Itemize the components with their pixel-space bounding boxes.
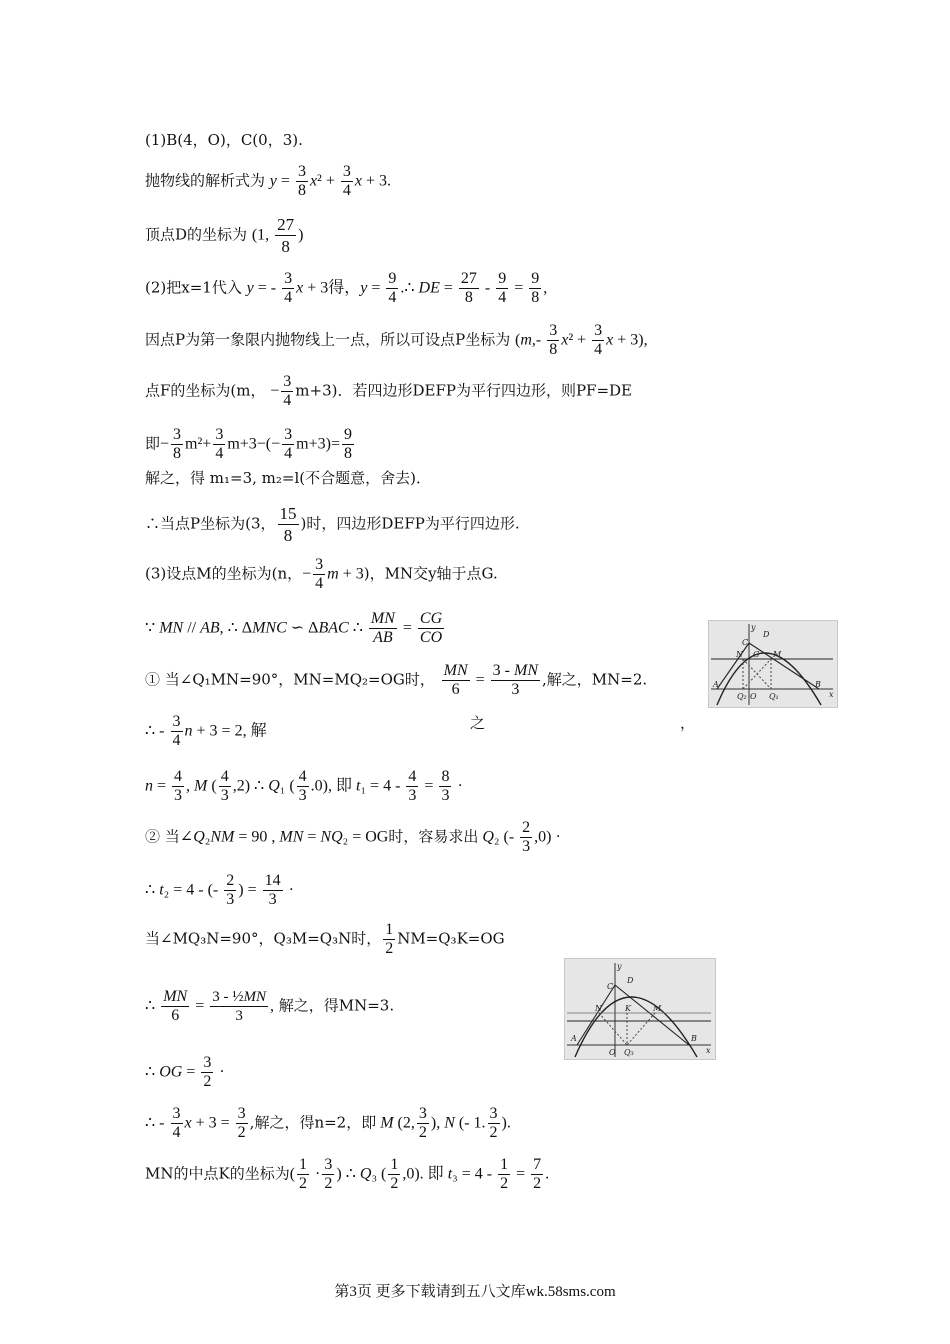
fig1-label-n: N (736, 650, 743, 659)
line-4-text: (2)把x=1代入 (145, 278, 242, 297)
line-21-text: MN的中点K的坐标为 (145, 1164, 290, 1183)
line-6-text-a: 点F的坐标为(m， (145, 381, 266, 400)
figure-2 (564, 958, 716, 1060)
figure-2-diagram (565, 959, 715, 1059)
line-2-text: 抛物线的解析式为 (145, 171, 266, 190)
fig2-label-b: B (691, 1034, 697, 1043)
line-18-text: 解之，得MN=3. (278, 996, 395, 1015)
fig1-label-b: B (815, 680, 821, 689)
fig2-label-o: O (609, 1048, 616, 1057)
line-14: n = $\frac{4}{3}$ , M ( $\frac{4}{3}$ ,2) ∴ Q₁ ( $\frac{4}{3}$ .0), 即 t₁ = 4 - $\frac{4}{3}$ = $\frac{8}{3}$ · (145, 768, 463, 804)
line-10: (3)设点M的坐标为(n，− $\frac{3}{4}$ m + 3)，MN交y轴于点G. (145, 556, 498, 592)
fig1-label-c: C (742, 638, 749, 647)
fig2-label-y: y (617, 962, 622, 971)
fig1-label-y: y (751, 623, 756, 632)
fig2-label-c: C (607, 982, 614, 991)
figure-1-diagram (709, 621, 837, 707)
line-10-text-b: )，MN交y轴于点G. (363, 564, 498, 583)
line-17-text-b: NM=Q₃K=OG (397, 929, 505, 948)
line-12: ① 当∠Q₁MN=90°，MN=MQ₂=OG时， $\frac{MN}{6}$ = $\frac{3 - MN}{3}$ ,解之，MN=2. (145, 662, 648, 698)
fig1-label-x: x (829, 690, 834, 699)
line-15-text-b: 时，容易求出 (388, 827, 479, 846)
line-9-text-a: ∴当点P坐标为(3， (145, 514, 276, 533)
line-11: ∵ MN // AB, ∴ ΔMNC ∽ ΔBAC ∴ $\frac{MN}{AB}$ = $\frac{CG}{CO}$ (145, 610, 443, 646)
line-9: ∴当点P坐标为(3， $\frac{15}{8}$ )时，四边形DEFP为平行四边形. (145, 504, 520, 545)
line-1-text: (1)B(4，O)，C(0，3). (145, 131, 303, 149)
fig2-label-n: N (595, 1004, 602, 1013)
line-17-text-a: 当∠MQ₃N=90°，Q₃M=Q₃N时， (145, 929, 382, 948)
line-20: ∴ - $\frac{3}{4}$ x + 3 = $\frac{3}{2}$ ,解之，得n=2，即 M (2, $\frac{3}{2}$ ), N (- 1. $\frac{3}{2}$ ). (145, 1105, 511, 1141)
fig1-label-o: O (750, 692, 757, 701)
line-3: 顶点D的坐标为 (1, $\frac{27}{8}$ ) (145, 215, 304, 256)
line-12-text-b: ,解之，MN=2. (542, 670, 648, 689)
fig2-label-m: M (653, 1004, 662, 1013)
line-3-text: 顶点D的坐标为 (145, 225, 248, 244)
line-2: 抛物线的解析式为 y = $\frac{3}{8}$ x² + $\frac{3}{4}$ x + 3. (145, 163, 392, 199)
line-10-text-a: (3)设点M的坐标为(n， (145, 564, 303, 583)
fig1-label-g: G (753, 650, 760, 659)
line-7-text: 即 (145, 434, 161, 453)
line-1 (145, 130, 303, 150)
fig2-label-d: D (627, 976, 634, 985)
line-5: 因点P为第一象限内抛物线上一点，所以可设点P坐标为 (m,- $\frac{3}{8}$ x² + $\frac{3}{4}$ x + 3), (145, 322, 648, 358)
line-6: 点F的坐标为(m， − $\frac{3}{4}$ m+3)．若四边形DEFP为平行四边形，则PF=DE (145, 373, 633, 409)
fig1-label-a: A (713, 680, 719, 689)
line-4: (2)把x=1代入 y = - $\frac{3}{4}$ x + 3得，y = $\frac{9}{4}$ .∴ DE = $\frac{27}{8}$ - $\frac{9}{4}$ = $\frac{9}{8}$ , (145, 270, 548, 306)
page-footer: 第3页 更多下载请到五八文库wk.58sms.com (334, 1284, 616, 1300)
line-15: ② 当∠Q₂NM = 90 , MN = NQ₂ = OG时，容易求出 Q₂ (- $\frac{2}{3}$ ,0) · (145, 819, 561, 855)
line-8-text: 解之，得 m₁=3, m₂=l(不合题意，舍去)． (145, 469, 431, 487)
fig1-label-m: M (773, 650, 782, 659)
line-8 (145, 468, 431, 488)
line-20-text: ,解之，得n=2，即 (249, 1113, 377, 1132)
figure-1 (708, 620, 838, 708)
line-19: ∴ OG = $\frac{3}{2}$ · (145, 1054, 225, 1090)
line-21: MN的中点K的坐标为( $\frac{1}{2}$ · $\frac{3}{2}$ ) ∴ Q₃ ( $\frac{1}{2}$ ,0). 即 t₃ = 4 - $\frac{1}{2}$ = $\frac{7}{2}$ . (145, 1156, 550, 1192)
line-5-text: 因点P为第一象限内抛物线上一点，所以可设点P坐标为 (145, 330, 511, 349)
fig1-label-q2: Q₂ (737, 692, 747, 701)
line-15-text-a: ② 当 (145, 827, 180, 846)
fig2-label-a: A (571, 1034, 577, 1043)
line-17: 当∠MQ₃N=90°，Q₃M=Q₃N时， $\frac{1}{2}$ NM=Q₃K=OG (145, 921, 505, 957)
line-13: ∴ - $\frac{3}{4}$ n + 3 = 2, 解 之 ， (145, 713, 696, 749)
fig1-label-q1: Q₁ (769, 692, 779, 701)
fig2-label-k: K (625, 1004, 631, 1013)
line-18: ∴ $\frac{MN}{6}$ = $\frac{\text{3 - ½MN}}{3}$ , 解之，得MN=3. (145, 988, 395, 1024)
fig1-label-d: D (763, 630, 770, 639)
line-9-text-b: )时，四边形DEFP为平行四边形. (300, 514, 520, 533)
fig2-label-x: x (706, 1046, 711, 1055)
line-6-text-b: m+3)．若四边形DEFP为平行四边形，则PF=DE (295, 381, 633, 400)
fig2-label-q3: Q₃ (624, 1048, 634, 1057)
line-16: ∴ t₂ = 4 - (- $\frac{2}{3}$ ) = $\frac{14}{3}$ · (145, 872, 294, 908)
line-7: 即− $\frac{3}{8}$ m²+ $\frac{3}{4}$ m+3−(− $\frac{3}{4}$ m+3)= $\frac{9}{8}$ (145, 426, 352, 462)
line-12-text-a: ① 当∠Q₁MN=90°，MN=MQ₂=OG时， (145, 670, 435, 689)
